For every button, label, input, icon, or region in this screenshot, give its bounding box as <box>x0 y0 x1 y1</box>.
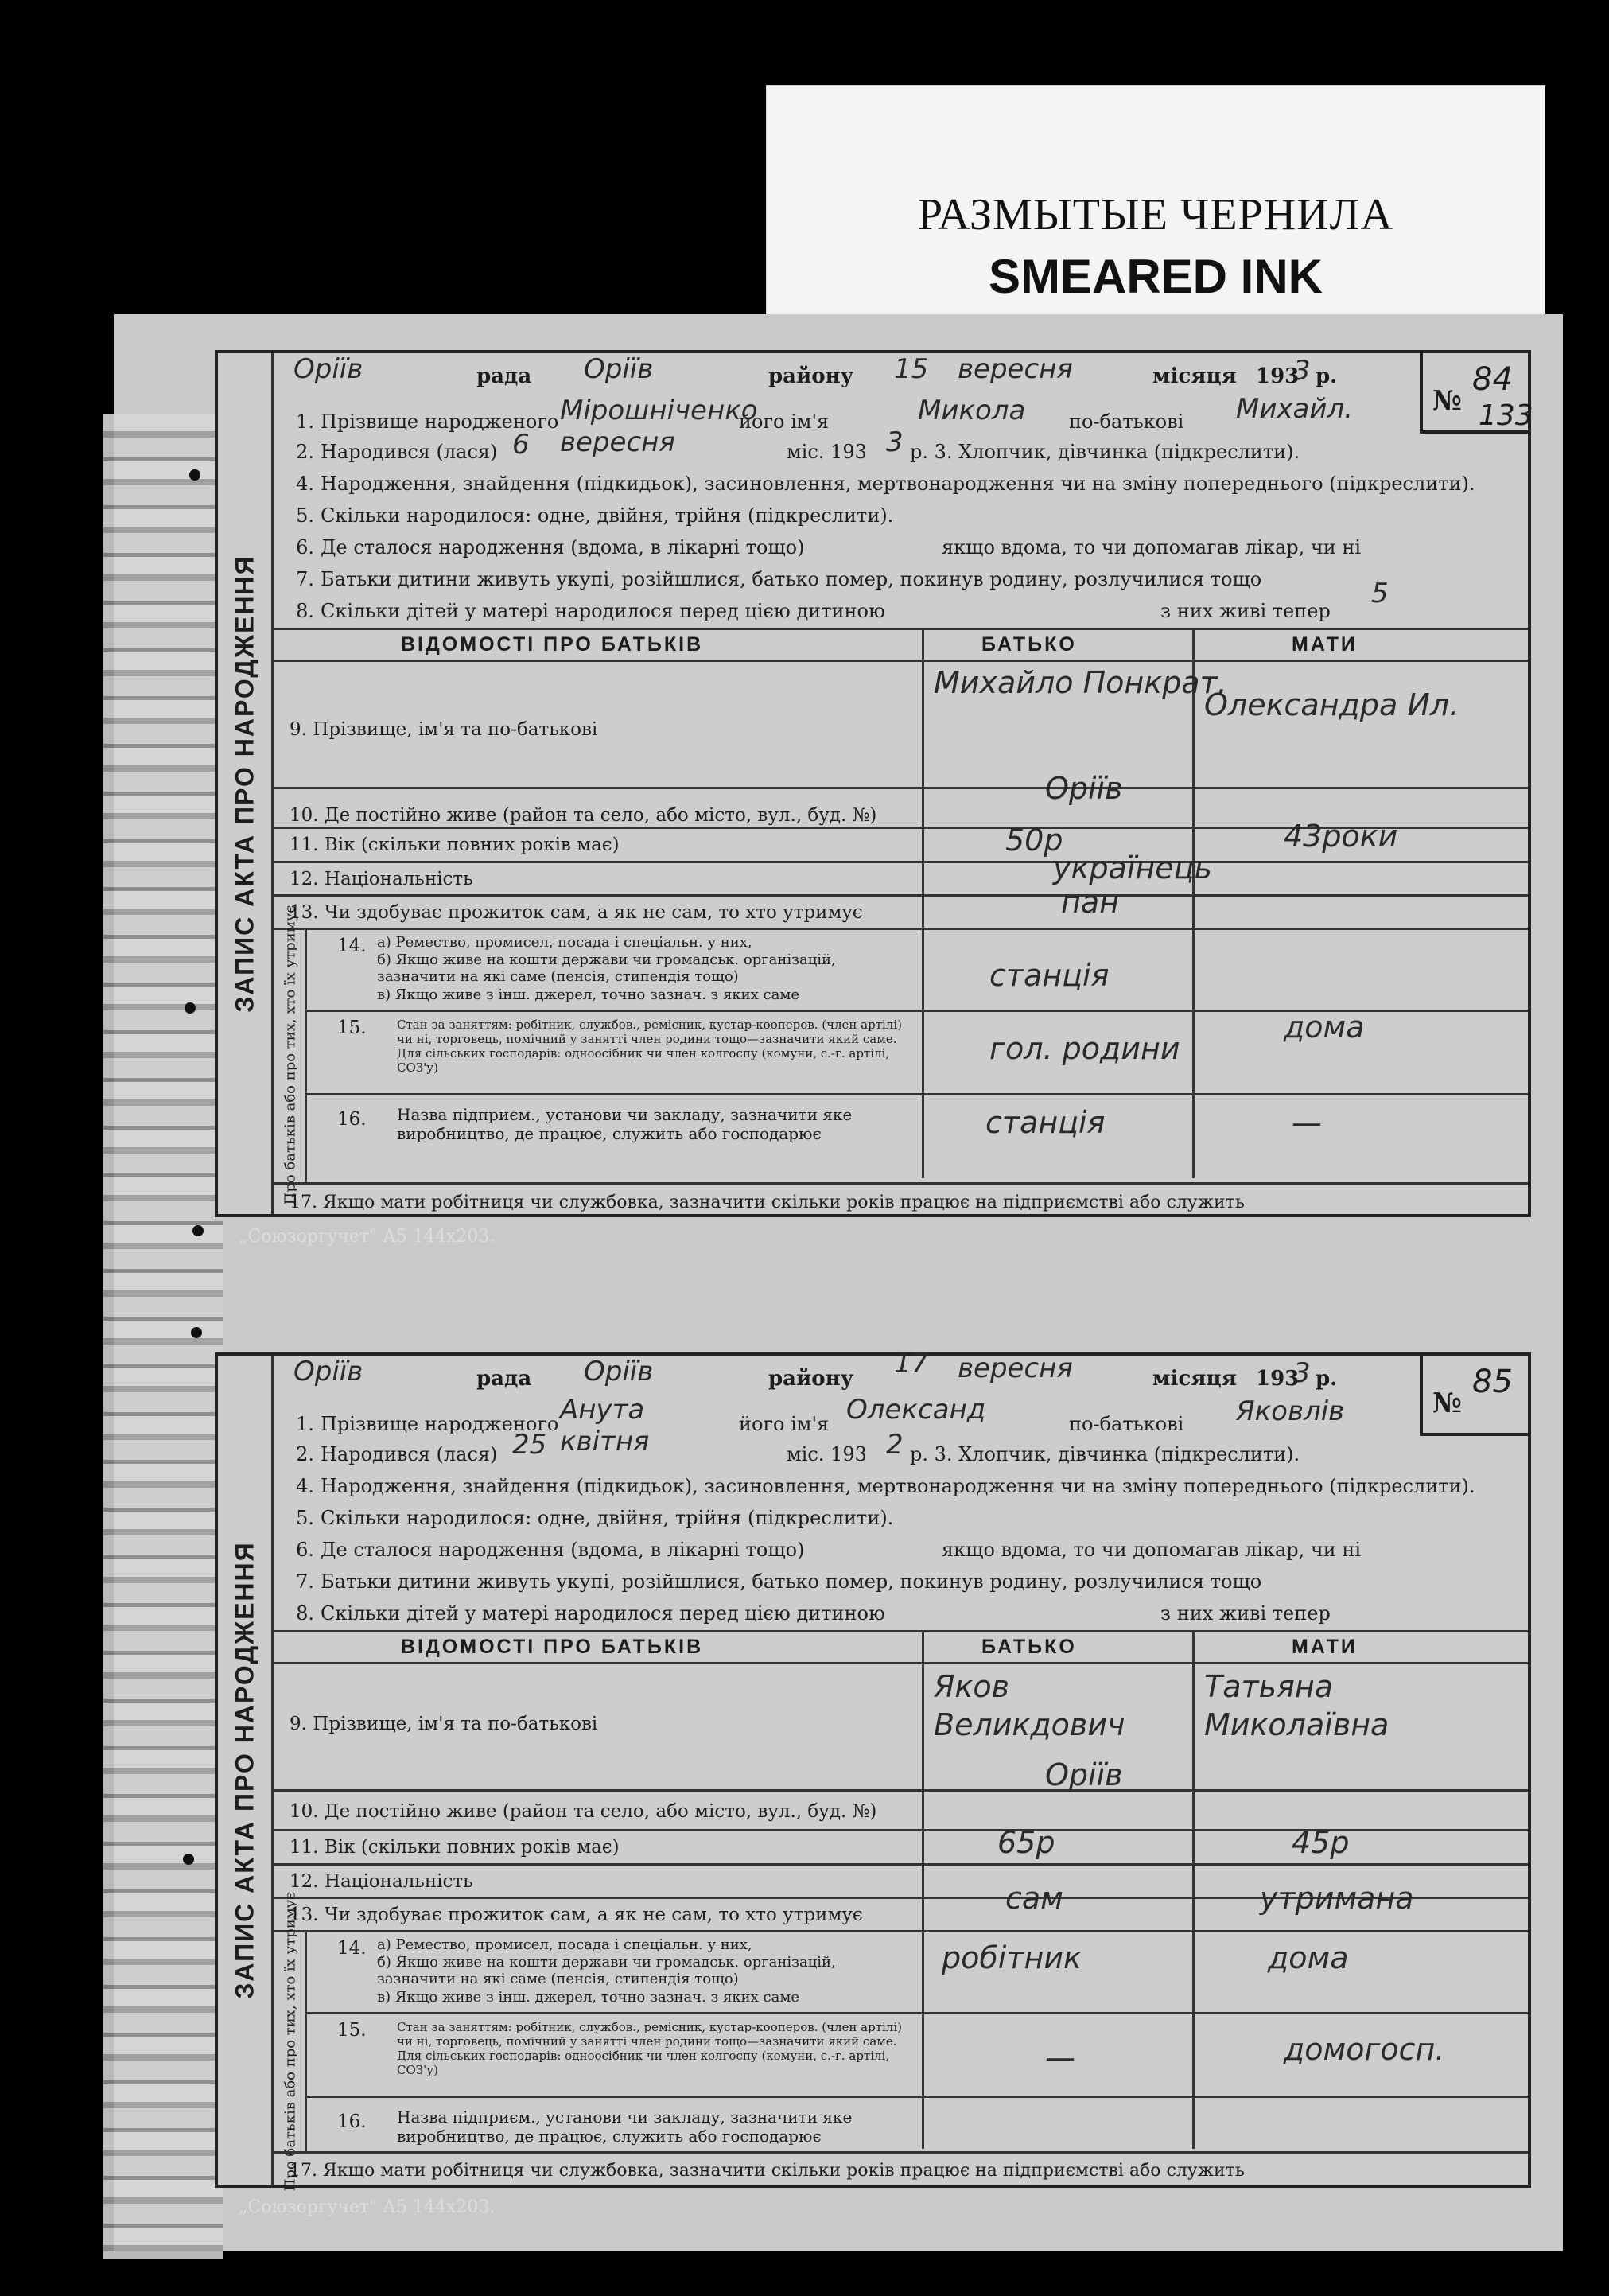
rayon-value: Оріїв <box>584 353 654 385</box>
record-number: 84 <box>1472 361 1513 398</box>
side-subtitle: Про батьків або про тих, хто їх утримує <box>275 928 307 1182</box>
line-4: 4. Народження, знайдення (підкидьок), засиновлення, мертвонародження чи на зміну попереднього (підкреслити). <box>296 473 1475 495</box>
line-6: 6. Де сталося народження (вдома, в лікарні тощо) <box>296 536 805 558</box>
rada-value: Оріїв <box>293 353 363 385</box>
header-row: Оріїв рада Оріїв району 15 вересня місяця 193 3 р. <box>293 353 1338 388</box>
birth-record-form: ЗАПИС АКТА ПРО НАРОДЖЕННЯ № 85 Оріїв рада Оріїв району 17 вересня місяця 193 3 р. 1. Прізвище народженого Анута його ім'я Олександ по-батькові Яковлів 2. Народився (лася) 25 квітня міс. 193 2 р. 3. Хлопчик, дівчинка (підкреслити). 4. Народження, знайдення (підкидьок), засиновлення, мертвонародження чи на зміну попереднього (підкреслити). 5. Скільки народилося: одне, двійня, трійня (підкреслити). 6. Де сталося народження (вдома, в лікарні тощо) якщо вдома, то чи допомагав лікар, чи ні 7. Батьки дитини живуть укупі, розійшлися, батько помер, покинув родину, розлучилися тощо 8. Скільки дітей у матері народилося перед цією дитиною з них живі тепер ВІДОМОСТІ ПРО БАТЬКІВ БАТЬКО МАТИ 9. Прізвище, ім'я та по-батькові Яков Великдович Татьяна Миколаївна 10. Де постійно живе (район та село, або місто, вул., буд. №) Оріїв 11. Вік (скільки повних років має) 65р 45р 12. Національність 13. Чи здобуває прожиток сам, а як не сам, то хто утримує сам утримана Про батьків або про тих, хто їх утримує 14. а) Ремество, промисел, посада і спеціальн. у них, б) Якщо живе на кошти держави чи громадськ. організацій, зазначити на які саме (пенсія, стипендія тощо) в) Якщо живе з інш. джерел, точно зазнач. з яких саме робітник дома 15. Стан за заняттям: робітник, службов., ремісник, кустар-кооперов. (член артілі) чи ні, торговець, помічний у занятті член родини тощо—зазначити який саме. Для сільських господарів: одноосібник чи член колгоспу (комуни, с.-г. артілі, СОЗ'у) — домогосп. 16. Назва підприєм., установи чи закладу, зазначити яке виробництво, де працює, служить або господарює 17. Якщо мати робітниця чи службовка, зазначити скільки років працює на підприємстві або служить <box>215 1352 1531 2188</box>
residence-value: Оріїв <box>1045 771 1123 806</box>
record-number: 85 <box>1472 1364 1513 1400</box>
side-title: ЗАПИС АКТА ПРО НАРОДЖЕННЯ <box>218 353 274 1214</box>
name-value: Микола <box>918 395 1026 426</box>
punch-hole <box>191 1327 202 1338</box>
punch-hole <box>183 1854 194 1865</box>
mother-name-value: Олександра Ил. <box>1204 687 1459 722</box>
record-number-extra: 133 <box>1479 399 1533 432</box>
line-17: 17. Якщо мати робітниця чи службовка, зазначити скільки років працює на підприємстві або служить <box>290 2161 1245 2181</box>
label-english: SMEARED INK <box>988 250 1323 303</box>
punch-hole <box>192 1225 204 1236</box>
record-number-box: № 85 <box>1420 1352 1531 1436</box>
patronymic-value: Михайл. <box>1236 393 1354 425</box>
publisher-imprint: „Союзоргучет" А5 144х203. <box>239 2197 496 2217</box>
header-row: Оріїв рада Оріїв району 17 вересня місяця 193 3 р. <box>293 1348 1338 1391</box>
day-value: 15 <box>894 353 929 385</box>
line-1: 1. Прізвище народженого <box>296 411 559 433</box>
father-name-value: Михайло Понкрат. <box>934 665 1227 700</box>
publisher-imprint: „Союзоргучет" А5 144х203. <box>239 1227 496 1247</box>
line-8: 8. Скільки дітей у матері народилося перед цією дитиною <box>296 600 885 622</box>
line-7: 7. Батьки дитини живуть укупі, розійшлися, батько помер, покинув родину, розлучилися тощо <box>296 568 1262 590</box>
side-title: ЗАПИС АКТА ПРО НАРОДЖЕННЯ <box>218 1356 274 2185</box>
birth-record-form: ЗАПИС АКТА ПРО НАРОДЖЕННЯ № 84 133 Оріїв рада Оріїв району 15 вересня місяця 193 3 р. 1. Прізвище народженого Мірошніченко його ім'я Микола по-батькові Михайл. 2. Народився (лася) 6 вересня міс. 193 3 р. 3. Хлопчик, дівчинка (підкреслити). 4. Народження, знайдення (підкидьок), засиновлення, мертвонародження чи на зміну попереднього (підкреслити). 5. Скільки народилося: одне, двійня, трійня (підкреслити). 6. Де сталося народження (вдома, в лікарні тощо) якщо вдома, то чи допомагав лікар, чи ні 7. Батьки дитини живуть укупі, розійшлися, батько помер, покинув родину, розлучилися тощо 8. Скільки дітей у матері народилося перед цією дитиною з них живі тепер 5 ВІДОМОСТІ ПРО БАТЬКІВ БАТЬКО МАТИ 9. Прізвище, ім'я та по-батькові Михайло Понкрат. Олександра Ил. 10. Де постійно живе (район та село, або місто, вул., буд. №) Оріїв 11. Вік (скільки повних років має) 50р 43роки 12. Національність українець 13. Чи здобуває прожиток сам, а як не сам, то хто утримує пан Про батьків або про тих, хто їх утримує 14. а) Ремество, промисел, посада і спеціальн. у них, б) Якщо живе на кошти держави чи громадськ. організацій, зазначити на які саме (пенсія, стипендія тощо) в) Якщо живе з інш. джерел, точно зазнач. з яких саме станція 15. Стан за заняттям: робітник, службов., ремісник, кустар-кооперов. (член артілі) чи ні, торговець, помічний у занятті член родини тощо—зазначити який саме. Для сільських господарів: одноосібник чи член колгоспу (комуни, с.-г. артілі, СОЗ'у) гол. родини дома 16. Назва підприєм., установи чи закладу, зазначити яке виробництво, де працює, служить або господарює станція — 17. Якщо мати робітниця чи службовка, зазначити скільки років працює на підприємстві або служить <box>215 350 1531 1217</box>
record-number-box: № 84 133 <box>1420 350 1531 434</box>
smeared-ink-label <box>766 85 1545 328</box>
label-russian: РАЗМЫТЫЕ ЧЕРНИЛА <box>917 190 1393 239</box>
punch-hole <box>185 1002 196 1014</box>
punch-hole <box>189 469 200 481</box>
month-value: вересня <box>958 353 1073 385</box>
line-2: 2. Народився (лася) <box>296 441 498 463</box>
torn-edge <box>103 414 223 2259</box>
surname-value: Мірошніченко <box>560 395 758 426</box>
line-5: 5. Скільки народилося: одне, двійня, трійня (підкреслити). <box>296 504 894 527</box>
line-17: 17. Якщо мати робітниця чи службовка, зазначити скільки років працює на підприємстві або служить <box>290 1193 1245 1212</box>
